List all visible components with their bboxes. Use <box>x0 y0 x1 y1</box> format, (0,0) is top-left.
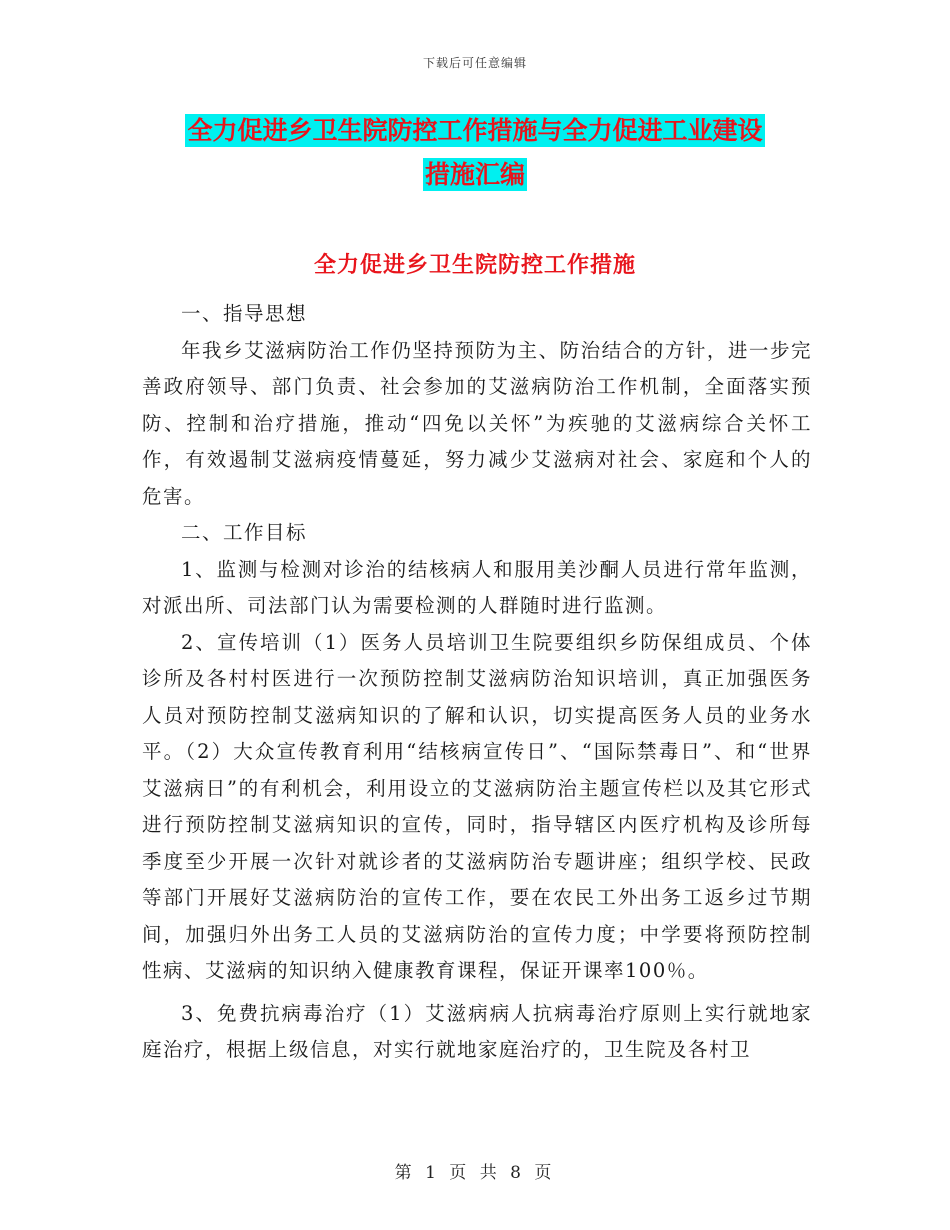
document-title-line-1-text: 全力促进乡卫生院防控工作措施与全力促进工业建设 <box>187 116 763 145</box>
page-number-footer: 第 1 页 共 8 页 <box>394 1163 556 1183</box>
document-title-line-2-text: 措施汇编 <box>424 160 525 189</box>
document-title-line-2 <box>0 158 950 192</box>
page-header-note: 下载后可任意编辑 <box>422 56 527 70</box>
section-title: 全力促进乡卫生院防控工作措施 <box>313 252 636 278</box>
heading-work-goals: 二、工作目标 <box>181 521 308 544</box>
paragraph-free-treatment: 3、免费抗病毒治疗（1）艾滋病病人抗病毒治疗原则上实行就地家庭治疗，根据上级信息，对实行就地家庭治疗的，卫生院及各村卫 <box>142 1001 812 1061</box>
paragraph-publicity-training: 2、宣传培训（1）医务人员培训卫生院要组织乡防保组成员、个体诊所及各村村医进行一次预防控制艾滋病防治知识培训，真正加强医务人员对预防控制艾滋病知识的了解和认识，切实提高医务人员的业务水平。（2）大众宣传教育利用“结核病宣传日”、“国际禁毒日”、和“世界艾滋病日”的有利机会，利用设立的艾滋病防治主题宣传栏以及其它形式进行预防控制艾滋病知识的宣传，同时，指导辖区内医疗机构及诊所每季度至少开展一次针对就诊者的艾滋病防治专题讲座；组织学校、民政等部门开展好艾滋病防治的宣传工作，要在农民工外出务工返乡过节期间，加强归外出务工人员的艾滋病防治的宣传力度；中学要将预防控制性病、艾滋病的知识纳入健康教育课程，保证开课率100％。 <box>142 630 812 982</box>
heading-guiding-ideology: 一、指导思想 <box>181 302 308 325</box>
document-title-line-1 <box>0 114 950 148</box>
paragraph-monitoring: 1、监测与检测对诊治的结核病人和服用美沙酮人员进行常年监测，对派出所、司法部门认为需要检测的人群随时进行监测。 <box>142 557 812 617</box>
document-body <box>142 296 812 1069</box>
paragraph-guiding-ideology: 年我乡艾滋病防治工作仍坚持预防为主、防治结合的方针，进一步完善政府领导、部门负责、社会参加的艾滋病防治工作机制，全面落实预防、控制和治疗措施，推动“四免以关怀”为疾驰的艾滋病综合关怀工作，有效遏制艾滋病疫情蔓延，努力减少艾滋病对社会、家庭和个人的危害。 <box>142 338 812 508</box>
